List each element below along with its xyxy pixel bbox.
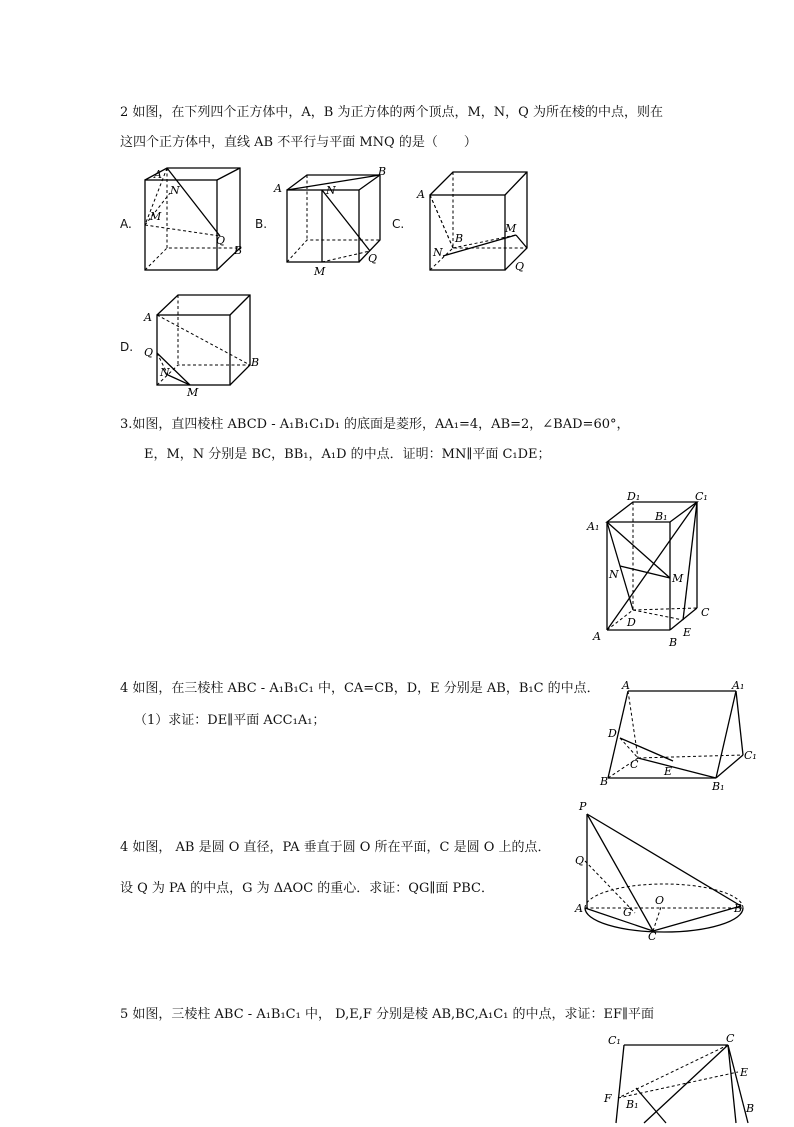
q4a-label-c: C (630, 758, 639, 771)
q3-label-c: C (701, 606, 710, 619)
q4a-label-b1: B₁ (712, 780, 725, 793)
q3-label-m: M (672, 572, 684, 585)
option-a-label: A. (120, 217, 132, 231)
q4b-label-g: G (623, 906, 632, 919)
q3-label-b: B (669, 636, 678, 649)
fig-d-label-q: Q (144, 346, 154, 359)
fig-c-label-q: Q (515, 260, 525, 273)
prism-figure-q5 (598, 1030, 768, 1127)
q2-line2: 这四个正方体中，直线 AB 不平行与平面 MNQ 的是（ ） (120, 135, 477, 150)
q4b-line1: 4 如图， AB 是圆 O 直径，PA 垂直于圆 O 所在平面，C 是圆 O 上的点． (120, 840, 551, 855)
q5-label-c: C (726, 1032, 735, 1045)
cube-figure-c (417, 170, 540, 284)
q4a-label-e: E (664, 765, 673, 778)
q3-label-e: E (683, 626, 692, 639)
q3-label-a1: A₁ (587, 520, 600, 533)
q4a-line2: （1）求证：DE∥平面 ACC₁A₁； (134, 713, 326, 728)
q4b-label-p: P (579, 800, 587, 813)
fig-a-label-a: A (154, 168, 162, 181)
q2-line1: 2 如图，在下列四个正方体中，A，B 为正方体的两个顶点，M，N，Q 为所在棱的中点，则在 (120, 105, 663, 120)
q4b-label-b: B (734, 902, 743, 915)
fig-a-label-b: B (234, 244, 243, 257)
q4a-label-d: D (608, 727, 617, 740)
q5-label-c1: C₁ (608, 1034, 621, 1047)
q3-label-b1: B₁ (655, 510, 668, 523)
q5-label-b1: B₁ (626, 1098, 639, 1111)
fig-c-label-b: B (455, 232, 464, 245)
option-d-label: D. (120, 340, 134, 354)
q3-label-n: N (609, 568, 619, 581)
fig-c-label-n: N (433, 246, 443, 259)
q4a-label-a1: A₁ (732, 679, 745, 692)
q4a-label-c1: C₁ (744, 749, 757, 762)
q4b-label-q: Q (575, 854, 585, 867)
fig-a-label-q: Q (216, 234, 226, 247)
q4b-line2: 设 Q 为 PA 的中点，G 为 ΔAOC 的重心．求证：QG∥面 PBC． (120, 881, 494, 896)
q5-line1: 5 如图，三棱柱 ABC - A₁B₁C₁ 中， D,E,F 分别是棱 AB,BC,A₁C₁ 的中点，求证：EF∥平面 (120, 1007, 654, 1022)
cube-figure-d (144, 293, 265, 402)
option-b-label: B. (255, 217, 268, 231)
q3-line2: E，M，N 分别是 BC，BB₁，A₁D 的中点．证明：MN∥平面 C₁DE； (144, 447, 551, 462)
prism-figure-q3 (585, 490, 725, 654)
q5-label-b: B (746, 1102, 755, 1115)
option-c-label: C. (392, 217, 405, 231)
fig-b-label-n: N (326, 184, 336, 197)
circle-figure-q4 (575, 800, 750, 944)
q4b-label-a: A (575, 902, 583, 915)
fig-d-label-n: N (160, 366, 170, 379)
cube-figure-b (274, 165, 392, 278)
q5-label-f: F (604, 1092, 612, 1105)
q4a-label-b: B (600, 775, 609, 788)
q3-label-d1: D₁ (627, 490, 641, 503)
q5-label-e: E (740, 1066, 749, 1079)
q4b-label-c: C (648, 930, 657, 943)
fig-b-label-b: B (378, 165, 387, 178)
fig-b-label-m: M (314, 265, 326, 278)
q4b-label-o: O (655, 894, 665, 907)
fig-d-label-b: B (251, 356, 260, 369)
q3-label-a: A (593, 630, 601, 643)
fig-a-label-m: M (150, 210, 162, 223)
fig-d-label-m: M (187, 386, 199, 399)
fig-b-label-q: Q (368, 252, 378, 265)
fig-a-label-n: N (170, 184, 180, 197)
q3-line1: 3.如图，直四棱柱 ABCD - A₁B₁C₁D₁ 的底面是菱形，AA₁=4，AB=2，∠BAD=60°， (120, 417, 630, 432)
q3-label-d: D (627, 616, 636, 629)
q3-label-c1: C₁ (695, 490, 708, 503)
fig-b-label-a: A (274, 182, 282, 195)
fig-c-label-m: M (505, 222, 517, 235)
prism-figure-q4 (598, 679, 758, 797)
cube-figure-a (140, 168, 250, 282)
fig-c-label-a: A (417, 188, 425, 201)
fig-d-label-a: A (144, 311, 152, 324)
q4a-label-a: A (622, 679, 630, 692)
q4a-line1: 4 如图，在三棱柱 ABC - A₁B₁C₁ 中，CA=CB，D，E 分别是 AB，B₁C 的中点． (120, 681, 600, 696)
